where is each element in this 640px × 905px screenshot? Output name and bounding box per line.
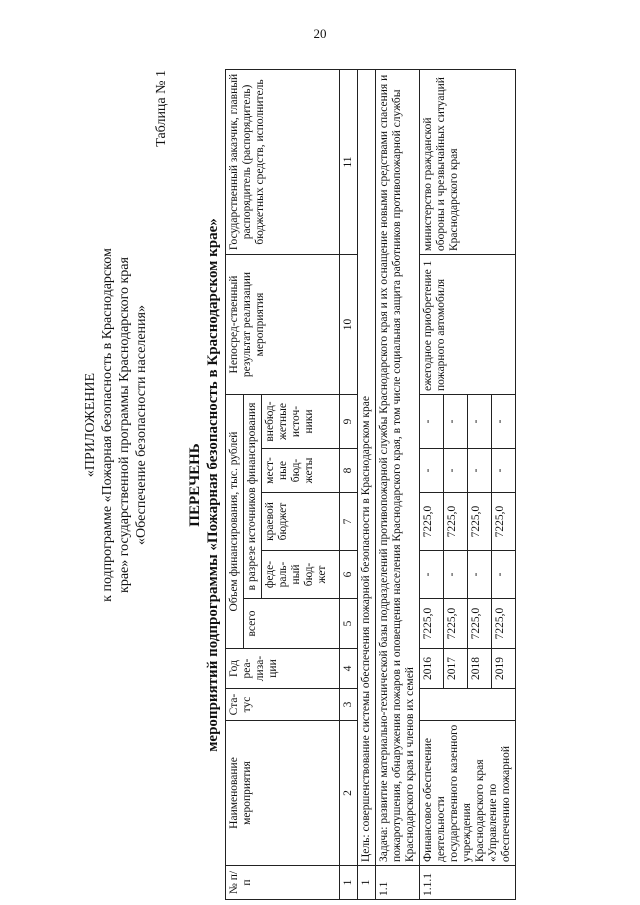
regional-cell: 7225,0: [420, 493, 444, 551]
total-cell: 7225,0: [420, 599, 444, 649]
header-funding-group: Объем финансирования, тыс. рублей: [226, 395, 244, 649]
header-status: Ста-тус: [226, 689, 340, 721]
offbudget-cell: -: [468, 395, 492, 449]
column-number: 7: [340, 493, 358, 551]
column-number-row: [340, 70, 358, 900]
column-number: 2: [340, 721, 358, 866]
appendix-title: «ПРИЛОЖЕНИЕ: [83, 372, 98, 478]
year-cell: 2019: [492, 649, 516, 689]
measures-table: [225, 69, 516, 900]
header-local: мест-ные бюд-жеты: [262, 449, 340, 493]
offbudget-cell: -: [420, 395, 444, 449]
document-subtitle: мероприятий подпрограммы «Пожарная безопасность в Краснодарском крае»: [205, 218, 221, 752]
appendix-block: [82, 210, 150, 640]
local-cell: -: [492, 449, 516, 493]
header-year: Год реа-лиза-ции: [226, 649, 340, 689]
column-number: 8: [340, 449, 358, 493]
table-label: Таблица № 1: [154, 70, 169, 147]
column-number: 10: [340, 255, 358, 395]
measure-num: 1.1.1: [420, 866, 516, 900]
offbudget-cell: -: [492, 395, 516, 449]
year-cell: 2016: [420, 649, 444, 689]
regional-cell: 7225,0: [468, 493, 492, 551]
rotated-page-content: [82, 70, 552, 900]
header-num: № п/п: [226, 866, 340, 900]
federal-cell: -: [492, 551, 516, 599]
column-number: 4: [340, 649, 358, 689]
local-cell: -: [444, 449, 468, 493]
measure-status: [420, 689, 516, 721]
offbudget-cell: -: [444, 395, 468, 449]
federal-cell: -: [444, 551, 468, 599]
task-text: Задача: развитие материально-технической базы подразделений противопожарной службы Краснодарского края и их оснащение новыми средствами спасения и пожаротушения, обнаружения пожаров и оповещения населения Краснодарского края, в том числе социальная защита работников противопожарной службы Краснодарского края и членов их семей: [376, 70, 420, 866]
total-cell: 7225,0: [492, 599, 516, 649]
task-num: 1.1: [376, 866, 420, 900]
header-federal: феде-раль-ный бюд-жет: [262, 551, 340, 599]
column-number: 5: [340, 599, 358, 649]
document-title: ПЕРЕЧЕНЬ: [187, 443, 203, 527]
appendix-line: к подпрограмме «Пожарная безопасность в Краснодарском: [100, 248, 115, 602]
appendix-line: «Обеспечение безопасности населения»: [134, 305, 149, 545]
local-cell: -: [420, 449, 444, 493]
goal-row: [358, 70, 376, 900]
year-cell: 2018: [468, 649, 492, 689]
goal-num: 1: [358, 866, 376, 900]
total-cell: 7225,0: [468, 599, 492, 649]
header-result: Непосред-ственный результат реализации мероприятия: [226, 255, 340, 395]
header-name: Наименование мероприятия: [226, 721, 340, 866]
measure-name: Финансовое обеспечение деятельности государственного казенного учреждения Краснодарского края «Управление по обеспечению пожарной: [420, 721, 516, 866]
page-number: 20: [313, 26, 327, 41]
federal-cell: -: [420, 551, 444, 599]
year-cell: 2017: [444, 649, 468, 689]
table-header-row: [226, 70, 244, 900]
document-heading: [186, 70, 222, 900]
header-customer: Государственный заказчик, главный распорядитель (распорядитель) бюджетных средств, исполнитель: [226, 70, 340, 255]
measure-result: ежегодное приобретение 1 пожарного автомобиля: [420, 255, 516, 395]
measure-customer: министерство гражданской обороны и чрезвычайных ситуаций Краснодарского края: [420, 70, 516, 255]
column-number: 1: [340, 866, 358, 900]
regional-cell: 7225,0: [444, 493, 468, 551]
regional-cell: 7225,0: [492, 493, 516, 551]
column-number: 6: [340, 551, 358, 599]
table-row: [420, 70, 444, 900]
header-regional: краевой бюджет: [262, 493, 340, 551]
header-offbudget: внебюд-жетные источ-ники: [262, 395, 340, 449]
appendix-line: крае» государственной программы Краснодарского края: [117, 257, 132, 593]
header-sources-group: в разрезе источников финансирования: [244, 395, 262, 599]
column-number: 11: [340, 70, 358, 255]
column-number: 3: [340, 689, 358, 721]
column-number: 9: [340, 395, 358, 449]
federal-cell: -: [468, 551, 492, 599]
task-row: [376, 70, 420, 900]
local-cell: -: [468, 449, 492, 493]
goal-text: Цель: совершенствование системы обеспечения пожарной безопасности в Краснодарском крае: [358, 70, 376, 866]
total-cell: 7225,0: [444, 599, 468, 649]
header-total: всего: [244, 599, 340, 649]
